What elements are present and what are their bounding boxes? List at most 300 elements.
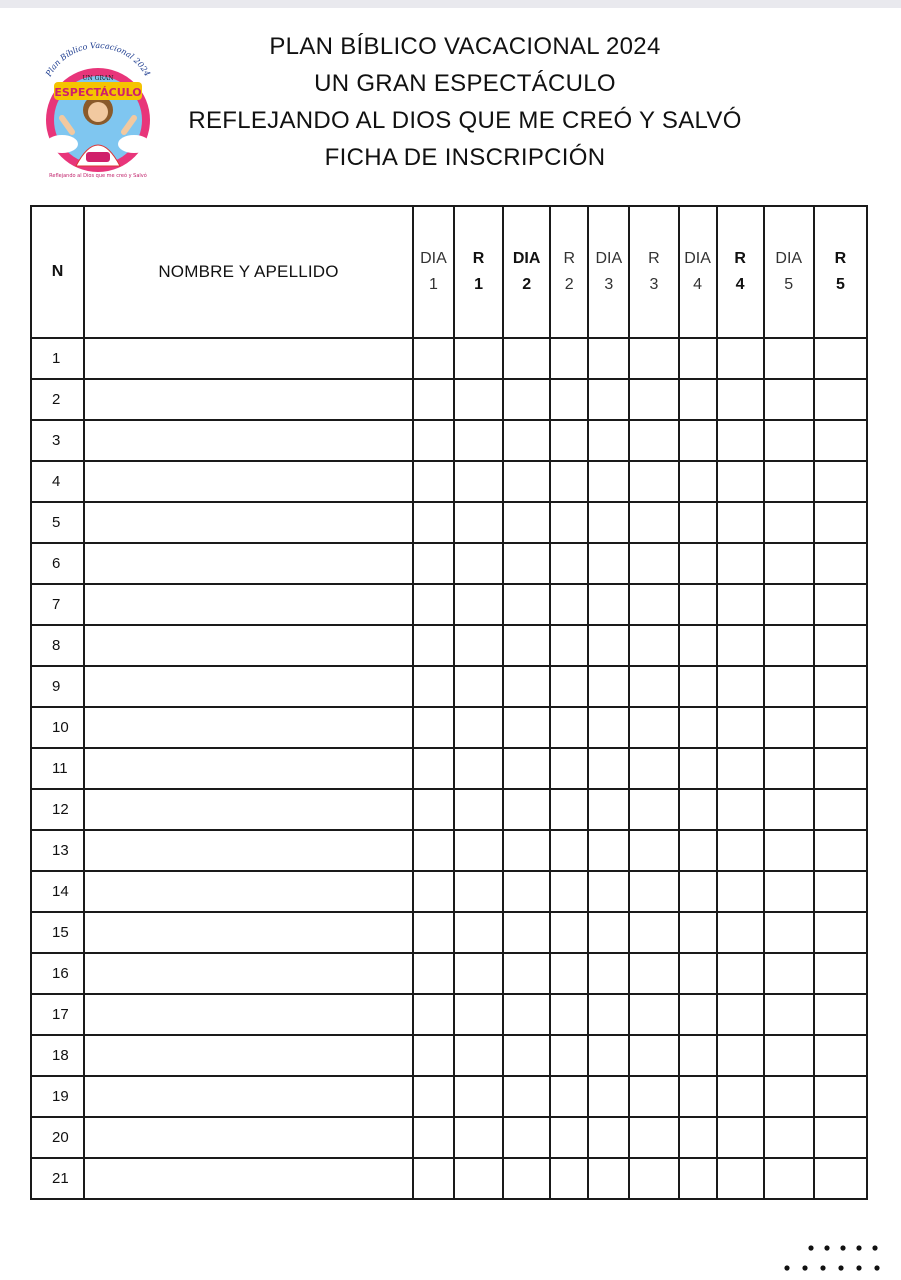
attendance-cell[interactable]: [454, 994, 503, 1035]
header-row: [31, 206, 867, 338]
attendance-cell[interactable]: [629, 543, 678, 584]
attendance-cell[interactable]: [764, 789, 814, 830]
attendance-cell[interactable]: [814, 543, 867, 584]
attendance-cell[interactable]: [503, 994, 550, 1035]
attendance-cell[interactable]: [550, 1035, 588, 1076]
attendance-cell[interactable]: [550, 1076, 588, 1117]
attendance-cell[interactable]: [503, 1035, 550, 1076]
attendance-cell[interactable]: [814, 338, 867, 379]
col-header-day-6: [629, 206, 678, 338]
attendance-cell[interactable]: [814, 420, 867, 461]
row-number: 15: [31, 912, 84, 953]
decorative-dot: [802, 1265, 807, 1270]
name-cell[interactable]: [84, 1117, 413, 1158]
row-number: 16: [31, 953, 84, 994]
row-number: 2: [31, 379, 84, 420]
attendance-cell[interactable]: [550, 420, 588, 461]
attendance-cell[interactable]: [454, 789, 503, 830]
attendance-cell[interactable]: [814, 953, 867, 994]
name-cell[interactable]: [84, 789, 413, 830]
attendance-cell[interactable]: [550, 748, 588, 789]
attendance-cell[interactable]: [588, 1158, 629, 1199]
attendance-cell[interactable]: [717, 707, 764, 748]
attendance-cell[interactable]: [717, 420, 764, 461]
col-header-bottom: 2: [564, 276, 574, 293]
row-number: 4: [31, 461, 84, 502]
attendance-cell[interactable]: [814, 584, 867, 625]
table-row: [31, 625, 867, 666]
attendance-cell[interactable]: [550, 994, 588, 1035]
attendance-cell[interactable]: [550, 789, 588, 830]
attendance-cell[interactable]: [717, 543, 764, 584]
attendance-cell[interactable]: [503, 461, 550, 502]
attendance-cell[interactable]: [679, 953, 717, 994]
attendance-cell[interactable]: [550, 666, 588, 707]
header-line-1: PLAN BÍBLICO VACACIONAL 2024: [269, 33, 661, 60]
attendance-cell[interactable]: [503, 830, 550, 871]
attendance-cell[interactable]: [454, 1076, 503, 1117]
attendance-cell[interactable]: [454, 338, 503, 379]
decorative-dots: [783, 1244, 893, 1274]
attendance-cell[interactable]: [588, 994, 629, 1035]
attendance-cell[interactable]: [503, 1158, 550, 1199]
attendance-cell[interactable]: [588, 666, 629, 707]
attendance-cell[interactable]: [629, 830, 678, 871]
attendance-cell[interactable]: [550, 502, 588, 543]
attendance-cell[interactable]: [764, 707, 814, 748]
attendance-cell[interactable]: [413, 871, 454, 912]
name-cell[interactable]: [84, 1035, 413, 1076]
attendance-cell[interactable]: [679, 338, 717, 379]
decorative-dot: [784, 1265, 789, 1270]
attendance-cell[interactable]: [503, 338, 550, 379]
attendance-cell[interactable]: [629, 1158, 678, 1199]
attendance-cell[interactable]: [550, 830, 588, 871]
attendance-cell[interactable]: [413, 1076, 454, 1117]
name-cell[interactable]: [84, 338, 413, 379]
attendance-cell[interactable]: [679, 707, 717, 748]
attendance-cell[interactable]: [814, 1076, 867, 1117]
attendance-cell[interactable]: [814, 1035, 867, 1076]
attendance-cell[interactable]: [413, 1158, 454, 1199]
table-row: [31, 789, 867, 830]
event-logo: [32, 40, 162, 180]
attendance-cell[interactable]: [550, 584, 588, 625]
attendance-cell[interactable]: [588, 953, 629, 994]
attendance-cell[interactable]: [413, 830, 454, 871]
attendance-cell[interactable]: [717, 461, 764, 502]
attendance-cell[interactable]: [679, 789, 717, 830]
row-number: 1: [31, 338, 84, 379]
attendance-cell[interactable]: [679, 748, 717, 789]
col-header-name: NOMBRE Y APELLIDO: [84, 206, 413, 338]
attendance-cell[interactable]: [814, 789, 867, 830]
name-cell[interactable]: [84, 994, 413, 1035]
attendance-cell[interactable]: [629, 707, 678, 748]
attendance-cell[interactable]: [814, 871, 867, 912]
col-header-bottom: 3: [649, 276, 659, 293]
attendance-cell[interactable]: [717, 994, 764, 1035]
attendance-cell[interactable]: [454, 1117, 503, 1158]
attendance-cell[interactable]: [679, 1076, 717, 1117]
decorative-dot: [840, 1245, 845, 1250]
attendance-cell[interactable]: [588, 584, 629, 625]
attendance-cell[interactable]: [629, 994, 678, 1035]
col-header-bottom: 2: [522, 276, 532, 293]
attendance-cell[interactable]: [764, 338, 814, 379]
row-number: 10: [31, 707, 84, 748]
attendance-cell[interactable]: [764, 1158, 814, 1199]
table-row: [31, 994, 867, 1035]
attendance-cell[interactable]: [814, 994, 867, 1035]
attendance-cell[interactable]: [629, 1117, 678, 1158]
name-cell[interactable]: [84, 953, 413, 994]
decorative-dot: [838, 1265, 843, 1270]
attendance-cell[interactable]: [679, 1158, 717, 1199]
attendance-cell[interactable]: [550, 1117, 588, 1158]
attendance-cell[interactable]: [503, 1076, 550, 1117]
row-number: 3: [31, 420, 84, 461]
attendance-cell[interactable]: [413, 666, 454, 707]
attendance-cell[interactable]: [588, 789, 629, 830]
attendance-cell[interactable]: [454, 953, 503, 994]
attendance-cell[interactable]: [550, 338, 588, 379]
attendance-cell[interactable]: [717, 912, 764, 953]
attendance-cell[interactable]: [588, 707, 629, 748]
logo-banner-small: UN GRAN: [82, 75, 114, 82]
attendance-cell[interactable]: [550, 461, 588, 502]
attendance-cell[interactable]: [503, 1117, 550, 1158]
attendance-cell[interactable]: [413, 379, 454, 420]
attendance-cell[interactable]: [413, 912, 454, 953]
attendance-cell[interactable]: [764, 625, 814, 666]
attendance-cell[interactable]: [413, 953, 454, 994]
row-number: 19: [31, 1076, 84, 1117]
col-header-top: R: [734, 250, 746, 267]
attendance-cell[interactable]: [764, 1117, 814, 1158]
attendance-cell[interactable]: [814, 912, 867, 953]
attendance-cell[interactable]: [503, 912, 550, 953]
attendance-cell[interactable]: [764, 953, 814, 994]
attendance-cell[interactable]: [679, 830, 717, 871]
table-row: [31, 666, 867, 707]
attendance-cell[interactable]: [588, 830, 629, 871]
attendance-cell[interactable]: [588, 1117, 629, 1158]
attendance-cell[interactable]: [454, 830, 503, 871]
attendance-cell[interactable]: [588, 1076, 629, 1117]
attendance-cell[interactable]: [717, 748, 764, 789]
attendance-cell[interactable]: [679, 1117, 717, 1158]
table-row: [31, 748, 867, 789]
attendance-cell[interactable]: [629, 584, 678, 625]
table-row: [31, 707, 867, 748]
attendance-cell[interactable]: [717, 338, 764, 379]
attendance-cell[interactable]: [550, 379, 588, 420]
attendance-cell[interactable]: [413, 1117, 454, 1158]
attendance-cell[interactable]: [503, 707, 550, 748]
attendance-cell[interactable]: [679, 994, 717, 1035]
attendance-cell[interactable]: [454, 912, 503, 953]
attendance-cell[interactable]: [503, 666, 550, 707]
attendance-cell[interactable]: [629, 871, 678, 912]
attendance-cell[interactable]: [717, 1117, 764, 1158]
attendance-cell[interactable]: [764, 1035, 814, 1076]
attendance-cell[interactable]: [764, 502, 814, 543]
attendance-cell[interactable]: [764, 994, 814, 1035]
attendance-cell[interactable]: [679, 420, 717, 461]
attendance-cell[interactable]: [764, 1076, 814, 1117]
name-cell[interactable]: [84, 666, 413, 707]
name-cell[interactable]: [84, 543, 413, 584]
attendance-cell[interactable]: [679, 1035, 717, 1076]
attendance-cell[interactable]: [717, 625, 764, 666]
attendance-cell[interactable]: [814, 666, 867, 707]
attendance-cell[interactable]: [413, 994, 454, 1035]
row-number: 17: [31, 994, 84, 1035]
attendance-cell[interactable]: [764, 543, 814, 584]
decorative-dot: [856, 1265, 861, 1270]
attendance-cell[interactable]: [764, 379, 814, 420]
attendance-cell[interactable]: [717, 830, 764, 871]
attendance-cell[interactable]: [679, 912, 717, 953]
col-header-day-2: [454, 206, 503, 338]
col-header-n: N: [31, 206, 84, 338]
attendance-cell[interactable]: [503, 789, 550, 830]
attendance-cell[interactable]: [454, 379, 503, 420]
attendance-cell[interactable]: [550, 871, 588, 912]
attendance-cell[interactable]: [413, 543, 454, 584]
row-number: 12: [31, 789, 84, 830]
col-header-day-4: [550, 206, 588, 338]
col-header-bottom: 5: [784, 276, 794, 293]
attendance-cell[interactable]: [413, 338, 454, 379]
table-row: [31, 584, 867, 625]
attendance-cell[interactable]: [629, 666, 678, 707]
attendance-cell[interactable]: [629, 1035, 678, 1076]
decorative-dot: [820, 1265, 825, 1270]
attendance-cell[interactable]: [588, 461, 629, 502]
header-line-4: FICHA DE INSCRIPCIÓN: [324, 144, 606, 171]
attendance-cell[interactable]: [413, 748, 454, 789]
attendance-cell[interactable]: [454, 1035, 503, 1076]
attendance-cell[interactable]: [717, 1076, 764, 1117]
name-cell[interactable]: [84, 871, 413, 912]
decorative-dot: [808, 1245, 813, 1250]
attendance-cell[interactable]: [550, 543, 588, 584]
attendance-cell[interactable]: [814, 379, 867, 420]
logo-caption: Reflejando al Dios que me creó y Salvó: [49, 173, 147, 179]
table-row: [31, 1158, 867, 1199]
attendance-cell[interactable]: [550, 1158, 588, 1199]
attendance-cell[interactable]: [550, 707, 588, 748]
attendance-cell[interactable]: [814, 502, 867, 543]
attendance-cell[interactable]: [413, 420, 454, 461]
name-cell[interactable]: [84, 584, 413, 625]
row-number: 8: [31, 625, 84, 666]
col-header-top: DIA: [684, 250, 711, 267]
table-row: [31, 1035, 867, 1076]
attendance-cell[interactable]: [454, 748, 503, 789]
attendance-cell[interactable]: [503, 953, 550, 994]
attendance-cell[interactable]: [629, 461, 678, 502]
name-cell[interactable]: [84, 748, 413, 789]
col-header-day-1: [413, 206, 454, 338]
attendance-cell[interactable]: [454, 871, 503, 912]
attendance-cell[interactable]: [550, 912, 588, 953]
name-cell[interactable]: [84, 379, 413, 420]
attendance-cell[interactable]: [629, 379, 678, 420]
col-header-day-5: [588, 206, 629, 338]
attendance-cell[interactable]: [764, 748, 814, 789]
attendance-cell[interactable]: [717, 953, 764, 994]
attendance-cell[interactable]: [588, 748, 629, 789]
row-number: 21: [31, 1158, 84, 1199]
attendance-cell[interactable]: [764, 830, 814, 871]
col-header-bottom: 1: [474, 276, 483, 293]
attendance-cell[interactable]: [679, 625, 717, 666]
decorative-dot: [872, 1245, 877, 1250]
name-cell[interactable]: [84, 1158, 413, 1199]
top-bar: [0, 0, 901, 8]
attendance-cell[interactable]: [503, 420, 550, 461]
attendance-cell[interactable]: [814, 748, 867, 789]
attendance-cell[interactable]: [717, 1158, 764, 1199]
attendance-cell[interactable]: [717, 789, 764, 830]
table-row: [31, 338, 867, 379]
attendance-cell[interactable]: [503, 871, 550, 912]
attendance-cell[interactable]: [679, 502, 717, 543]
attendance-cell[interactable]: [588, 871, 629, 912]
attendance-cell[interactable]: [413, 707, 454, 748]
table-row: [31, 420, 867, 461]
attendance-cell[interactable]: [588, 420, 629, 461]
attendance-cell[interactable]: [413, 502, 454, 543]
col-header-day-8: [717, 206, 764, 338]
attendance-cell[interactable]: [717, 584, 764, 625]
attendance-cell[interactable]: [503, 748, 550, 789]
table-row: [31, 871, 867, 912]
table-row: [31, 912, 867, 953]
attendance-cell[interactable]: [413, 625, 454, 666]
attendance-cell[interactable]: [454, 707, 503, 748]
attendance-cell[interactable]: [764, 461, 814, 502]
decorative-dot: [874, 1265, 879, 1270]
attendance-cell[interactable]: [629, 748, 678, 789]
attendance-cell[interactable]: [503, 584, 550, 625]
row-number: 7: [31, 584, 84, 625]
name-cell[interactable]: [84, 830, 413, 871]
attendance-cell[interactable]: [454, 666, 503, 707]
attendance-cell[interactable]: [679, 379, 717, 420]
attendance-cell[interactable]: [717, 666, 764, 707]
attendance-cell[interactable]: [503, 379, 550, 420]
name-cell[interactable]: [84, 420, 413, 461]
name-cell[interactable]: [84, 912, 413, 953]
attendance-cell[interactable]: [454, 584, 503, 625]
attendance-cell[interactable]: [764, 420, 814, 461]
attendance-cell[interactable]: [814, 1117, 867, 1158]
col-header-day-3: [503, 206, 550, 338]
attendance-cell[interactable]: [588, 379, 629, 420]
attendance-cell[interactable]: [550, 953, 588, 994]
attendance-cell[interactable]: [503, 502, 550, 543]
name-cell[interactable]: [84, 707, 413, 748]
attendance-cell[interactable]: [679, 461, 717, 502]
attendance-cell[interactable]: [629, 912, 678, 953]
attendance-cell[interactable]: [588, 1035, 629, 1076]
attendance-cell[interactable]: [413, 461, 454, 502]
attendance-cell[interactable]: [629, 338, 678, 379]
attendance-cell[interactable]: [679, 871, 717, 912]
attendance-cell[interactable]: [588, 625, 629, 666]
attendance-cell[interactable]: [588, 543, 629, 584]
attendance-cell[interactable]: [454, 420, 503, 461]
attendance-cell[interactable]: [588, 502, 629, 543]
table-row: [31, 1076, 867, 1117]
attendance-cell[interactable]: [629, 420, 678, 461]
attendance-cell[interactable]: [814, 707, 867, 748]
attendance-cell[interactable]: [717, 502, 764, 543]
attendance-cell[interactable]: [629, 1076, 678, 1117]
attendance-cell[interactable]: [503, 543, 550, 584]
attendance-cell[interactable]: [764, 666, 814, 707]
row-number: 6: [31, 543, 84, 584]
attendance-cell[interactable]: [814, 625, 867, 666]
attendance-cell[interactable]: [413, 584, 454, 625]
attendance-cell[interactable]: [717, 379, 764, 420]
row-number: 18: [31, 1035, 84, 1076]
attendance-cell[interactable]: [550, 625, 588, 666]
attendance-cell[interactable]: [814, 830, 867, 871]
name-cell[interactable]: [84, 625, 413, 666]
col-header-top: DIA: [512, 250, 541, 267]
col-header-top: DIA: [595, 250, 623, 267]
name-cell[interactable]: [84, 502, 413, 543]
attendance-cell[interactable]: [454, 1158, 503, 1199]
attendance-cell[interactable]: [814, 1158, 867, 1199]
attendance-cell[interactable]: [588, 912, 629, 953]
attendance-cell[interactable]: [413, 1035, 454, 1076]
attendance-cell[interactable]: [454, 461, 503, 502]
name-cell[interactable]: [84, 1076, 413, 1117]
attendance-cell[interactable]: [413, 789, 454, 830]
col-header-bottom: 4: [735, 276, 745, 293]
attendance-cell[interactable]: [814, 461, 867, 502]
attendance-cell[interactable]: [629, 953, 678, 994]
attendance-cell[interactable]: [454, 543, 503, 584]
attendance-cell[interactable]: [588, 338, 629, 379]
attendance-cell[interactable]: [454, 502, 503, 543]
registration-table: [30, 205, 868, 1200]
table-row: [31, 379, 867, 420]
attendance-cell[interactable]: [717, 871, 764, 912]
attendance-cell[interactable]: [629, 625, 678, 666]
attendance-cell[interactable]: [717, 1035, 764, 1076]
attendance-cell[interactable]: [679, 584, 717, 625]
logo-banner-big: ESPECTÁCULO: [54, 86, 142, 99]
attendance-cell[interactable]: [764, 584, 814, 625]
attendance-cell[interactable]: [764, 871, 814, 912]
attendance-cell[interactable]: [679, 666, 717, 707]
attendance-cell[interactable]: [503, 625, 550, 666]
attendance-cell[interactable]: [764, 912, 814, 953]
attendance-cell[interactable]: [629, 789, 678, 830]
attendance-cell[interactable]: [629, 502, 678, 543]
name-cell[interactable]: [84, 461, 413, 502]
attendance-cell[interactable]: [679, 543, 717, 584]
row-number: 11: [31, 748, 84, 789]
attendance-cell[interactable]: [454, 625, 503, 666]
